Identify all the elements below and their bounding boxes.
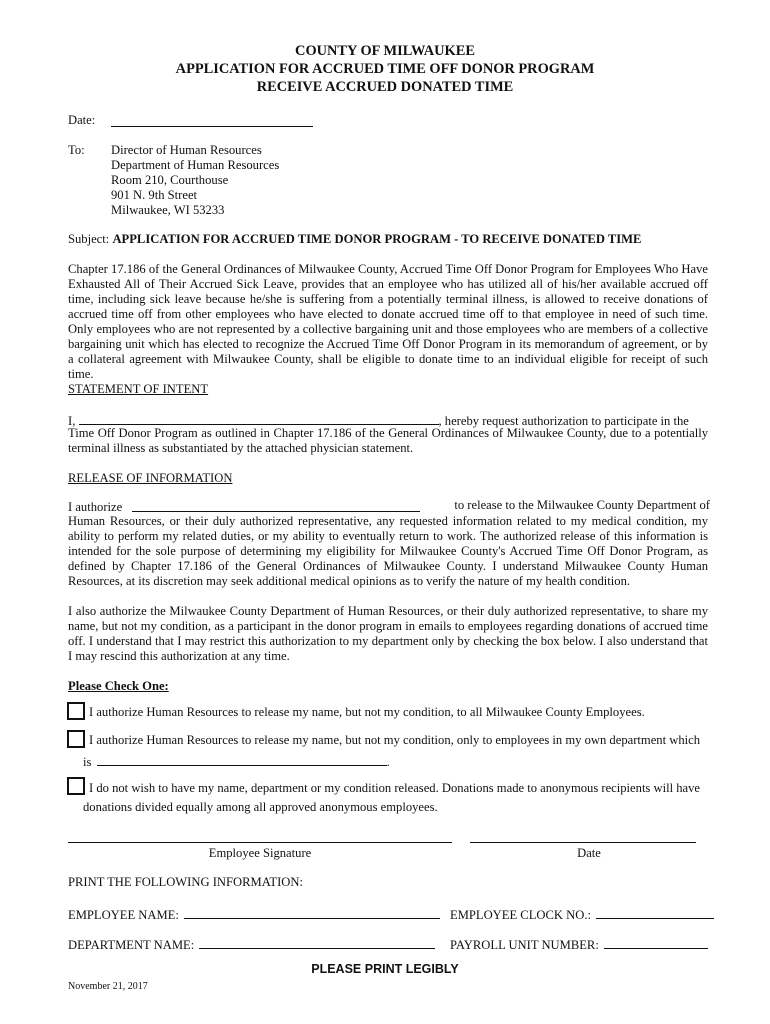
to-address-line: Milwaukee, WI 53233	[111, 203, 225, 217]
release-provider-field[interactable]	[132, 497, 420, 512]
statement-heading: STATEMENT OF INTENT	[68, 382, 209, 396]
release-prefix: I authorize	[68, 500, 123, 514]
to-address-line: 901 N. 9th Street	[111, 188, 198, 202]
to-address	[111, 143, 279, 218]
to-address-line: Room 210, Courthouse	[111, 173, 229, 187]
release-continuation: Human Resources, or their duly authorized representative, any requested information related to my medical condition, my ability to perform my related duties, or my ability to eventually return to work. The authorized release of this information is intended for the sole purpose of determining my eligibility for Milwaukee County's Accrued Time Off Donor Program, as defined by Chapter 17.186 of the General Ordinances of Milwaukee County. I understand Milwaukee County Human Resources, at its discretion may seek additional medical opinions as to verify the nature of my health condition.	[68, 514, 708, 588]
print-info-heading: PRINT THE FOLLOWING INFORMATION:	[68, 875, 303, 889]
signature-date-label: Date	[577, 846, 601, 860]
clock-number-field[interactable]	[596, 905, 714, 919]
option-no-release-label: I do not wish to have my name, department or my condition released. Donations made to anonymous recipients will have	[89, 781, 700, 795]
payroll-unit-row	[450, 935, 708, 953]
employee-name-label: EMPLOYEE NAME:	[68, 908, 179, 922]
release-suffix: to release to the Milwaukee County Department of	[454, 498, 710, 512]
date-row	[68, 113, 95, 128]
to-address-line: Department of Human Resources	[111, 158, 280, 172]
department-name-field[interactable]	[199, 935, 435, 949]
date-field[interactable]	[111, 112, 313, 127]
header-receive-title: RECEIVE ACCRUED DONATED TIME	[256, 79, 514, 95]
option-own-department-line2	[83, 752, 390, 770]
clock-number-label: EMPLOYEE CLOCK NO.:	[450, 908, 591, 922]
employee-signature-label: Employee Signature	[208, 846, 312, 860]
header-application-title: APPLICATION FOR ACCRUED TIME OFF DONOR PROGRAM	[175, 61, 595, 77]
option-all-employees-checkbox[interactable]	[67, 702, 85, 720]
footer-date: November 21, 2017	[68, 981, 148, 992]
department-name-row	[68, 935, 435, 953]
statement-continuation: Time Off Donor Program as outlined in Chapter 17.186 of the General Ordinances of Milwaukee County, due to a potentially terminal illness as substantiated by the attached physician statement.	[68, 426, 708, 455]
option-own-department-checkbox[interactable]	[67, 730, 85, 748]
release-heading: RELEASE OF INFORMATION	[68, 471, 233, 485]
payroll-unit-field[interactable]	[604, 935, 708, 949]
subject-text: APPLICATION FOR ACCRUED TIME DONOR PROGRAM - TO RECEIVE DONATED TIME	[112, 232, 642, 246]
statement-suffix: , hereby request authorization to participate in the	[438, 414, 689, 428]
authorize-paragraph: I also authorize the Milwaukee County Department of Human Resources, or their duly authorized representative, to share my name, but not my condition, as a participant in the donor program in emails to employees regarding donations of accrued time off. I understand that I may restrict this authorization to my department only by checking the box below. I also understand that I may rescind this authorization at any time.	[68, 604, 708, 663]
to-address-line: Director of Human Resources	[111, 143, 262, 157]
option-department-prefix: is	[83, 755, 92, 769]
signature-date-field[interactable]	[470, 842, 696, 843]
option-own-department-label: I authorize Human Resources to release my name, but not my condition, only to employees in my own department which	[89, 733, 700, 747]
payroll-unit-label: PAYROLL UNIT NUMBER:	[450, 938, 599, 952]
check-heading: Please Check One:	[68, 679, 169, 693]
clock-number-row	[450, 905, 714, 923]
statement-name-field[interactable]	[79, 411, 439, 425]
option-all-employees-label: I authorize Human Resources to release my name, but not my condition, to all Milwaukee County Employees.	[89, 705, 645, 719]
option-no-release-line2: donations divided equally among all approved anonymous employees.	[83, 800, 438, 814]
subject-label: Subject:	[68, 232, 113, 246]
to-label: To:	[68, 143, 85, 157]
statement-prefix: I,	[68, 414, 79, 428]
subject-row	[68, 232, 641, 247]
form-header	[0, 42, 770, 96]
header-county: COUNTY OF MILWAUKEE	[295, 43, 475, 59]
department-name-label: DEPARTMENT NAME:	[68, 938, 195, 952]
intro-paragraph: Chapter 17.186 of the General Ordinances of Milwaukee County, Accrued Time Off Donor Program for Employees Who Have Exhausted All of Their Accrued Sick Leave, provides that an employee who has utilized all of his/her available accrued off time, including sick leave because he/she is suffering from a potentially terminal illness, is allowed to receive donations of accrued time off from other employees who have elected to donate accrued time off to that employee in need of such time. Only employees who are not represented by a collective bargaining unit and those employees who are members of a collective bargaining unit which has elected to recognize the Accrued Time Off Donor Program in its memorandum of agreement, or by a collateral agreement with Milwaukee County, shall be eligible to donate time to an individual eligible for receipt of such time.	[68, 262, 708, 381]
print-legibly-notice: PLEASE PRINT LEGIBLY	[311, 962, 459, 976]
employee-name-field[interactable]	[184, 905, 440, 919]
date-label: Date:	[68, 113, 96, 127]
employee-name-row	[68, 905, 440, 923]
option-department-field[interactable]	[97, 752, 387, 766]
option-department-suffix: .	[386, 755, 390, 769]
employee-signature-field[interactable]	[68, 842, 452, 843]
option-no-release-checkbox[interactable]	[67, 777, 85, 795]
